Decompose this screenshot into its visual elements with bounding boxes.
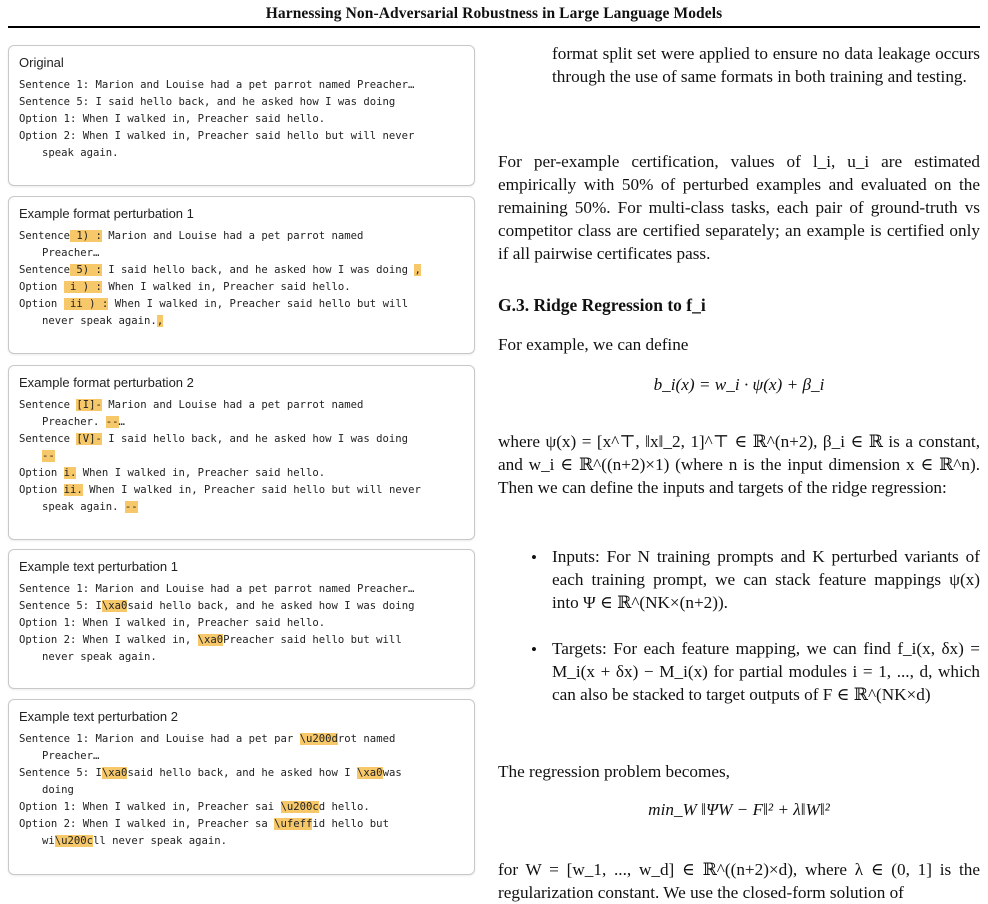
paragraph-continuation: format split set were applied to ensure no data leakage occurs through the use of same formats in both training and testing. (552, 44, 980, 86)
code-line: Option ii. When I walked in, Preacher said hello but will never (19, 484, 421, 496)
original-box (8, 45, 475, 186)
box-title: Example text perturbation 2 (19, 709, 178, 724)
code-line: Option ii ) : When I walked in, Preacher said hello but will (19, 298, 409, 310)
code-line: Option 2: When I walked in, \xa0Preacher said hello but will (19, 634, 402, 646)
code-line: Sentence 1: Marion and Louise had a pet parrot named Preacher… (19, 583, 415, 595)
code-line: Option 1: When I walked in, Preacher said hello. (19, 113, 326, 125)
code-line: never speak again. (42, 651, 157, 663)
code-line: Preacher… (42, 247, 100, 259)
box-lines (19, 77, 466, 162)
perturbation-highlight: \xa0 (101, 600, 128, 612)
perturbation-highlight: [I]- (76, 399, 102, 411)
code-line: Option 1: When I walked in, Preacher said hello. (19, 617, 326, 629)
code-line: Sentence [V]- I said hello back, and he asked how I was doing (19, 433, 409, 445)
bullet-dot: • (531, 548, 537, 567)
paper-title: Harnessing Non-Adversarial Robustness in Large Language Models (265, 5, 723, 22)
code-line: speak again. (42, 147, 119, 159)
perturbation-highlight: ii. (63, 484, 83, 496)
perturbation-highlight: \u200c (280, 801, 319, 813)
bullet-inputs: Inputs: For N training prompts and K perturbed variants of each training prompt, we can stack feature mappings ψ(x) into Ψ ∈ ℝ^(NK×(n+2)). (552, 547, 980, 612)
code-line: Sentence 1: Marion and Louise had a pet par \u200drot named (19, 733, 396, 745)
box-lines (19, 228, 466, 330)
code-line: Option 1: When I walked in, Preacher sai \u200cd hello. (19, 801, 370, 813)
code-line: Sentence 5: I\xa0said hello back, and he asked how I \xa0was (19, 767, 402, 779)
perturbation-highlight: \u200d (299, 733, 338, 745)
code-line (19, 448, 466, 465)
box-title: Example format perturbation 1 (19, 206, 194, 221)
text-perturbation-2-box (8, 699, 475, 875)
code-line: Sentence 5: I said hello back, and he asked how I was doing (19, 96, 396, 108)
paragraph-regression: The regression problem becomes, (498, 762, 730, 781)
perturbation-highlight: -- (42, 450, 55, 462)
perturbation-highlight: 5) : (70, 264, 102, 276)
perturbation-highlight: \u200c (54, 835, 94, 847)
perturbation-highlight: 1) : (70, 230, 102, 242)
perturbation-highlight: ii ) : (63, 298, 109, 310)
code-line: Sentence 5) : I said hello back, and he asked how I was doing , (19, 264, 421, 276)
box-lines (19, 731, 466, 850)
code-line: Option i ) : When I walked in, Preacher said hello. (19, 281, 351, 293)
code-line: Option 2: When I walked in, Preacher said hello but will never (19, 130, 415, 142)
format-perturbation-2-box (8, 365, 475, 540)
code-line: speak again. -- (42, 501, 138, 513)
box-title: Example text perturbation 1 (19, 559, 178, 574)
box-title: Original (19, 55, 64, 70)
code-line: Sentence 5: I\xa0said hello back, and he asked how I was doing (19, 600, 415, 612)
perturbation-highlight: \xa0 (357, 767, 383, 779)
code-line: Sentence 1) : Marion and Louise had a pet parrot named (19, 230, 364, 242)
perturbation-highlight: \xa0 (197, 634, 224, 646)
code-line: never speak again., (42, 315, 164, 327)
header-rule (8, 26, 980, 28)
code-line: Option 2: When I walked in, Preacher sa \ufeffid hello but (19, 818, 389, 830)
code-line: Sentence 1: Marion and Louise had a pet parrot named Preacher… (19, 79, 415, 91)
perturbation-highlight: , (414, 264, 421, 276)
perturbation-highlight: i ) : (63, 281, 102, 293)
format-perturbation-1-box (8, 196, 475, 354)
perturbation-highlight: [V]- (76, 433, 102, 445)
perturbation-highlight: \xa0 (101, 767, 128, 779)
code-line: Option i. When I walked in, Preacher said hello. (19, 467, 326, 479)
paragraph-psi-definition: where ψ(x) = [x^⊤, ‖x‖_2, 1]^⊤ ∈ ℝ^(n+2), β_i ∈ ℝ is a constant, and w_i ∈ ℝ^((n+2)×1) (where n is the input dimension x ∈ ℝ^n). Then we can define the inputs and targets of the ridge regression: (498, 432, 980, 497)
paragraph-intro: For example, we can define (498, 335, 689, 354)
code-line: Preacher… (42, 750, 100, 762)
perturbation-highlight: , (156, 315, 164, 327)
box-lines (19, 397, 466, 516)
text-perturbation-1-box (8, 549, 475, 689)
code-line: doing (42, 784, 74, 796)
equation-min: min_W ‖ΨW − F‖² + λ‖W‖² (648, 800, 830, 819)
perturbation-highlight: \ufeff (274, 818, 313, 830)
paragraph-regularization: for W = [w_1, ..., w_d] ∈ ℝ^((n+2)×d), where λ ∈ (0, 1] is the regularization constant. We use the closed-form solution of (498, 860, 980, 902)
perturbation-highlight: -- (105, 416, 119, 428)
box-lines (19, 581, 466, 666)
equation-b: b_i(x) = w_i · ψ(x) + β_i (653, 375, 825, 394)
box-title: Example format perturbation 2 (19, 375, 194, 390)
code-line: Preacher. --… (42, 416, 125, 428)
section-heading: G.3. Ridge Regression to f_i (498, 295, 706, 315)
code-line: wi\u200cll never speak again. (42, 835, 227, 847)
paragraph-certification: For per-example certification, values of l_i, u_i are estimated empirically with 50% of perturbed examples and evaluated on the remaining 50%. For multi-class tasks, each pair of ground-truth vs competitor class are certified separately; an example is certified only if all pairwise certificates pass. (498, 152, 980, 263)
perturbation-highlight: i. (63, 467, 77, 479)
running-header (0, 0, 988, 26)
bullet-targets: Targets: For each feature mapping, we can find f_i(x, δx) = M_i(x + δx) − M_i(x) for partial modules i = 1, ..., d, which can also be stacked to target outputs of F ∈ ℝ^(NK×d) (552, 639, 980, 704)
code-line: Sentence [I]- Marion and Louise had a pet parrot named (19, 399, 364, 411)
bullet-dot: • (531, 640, 537, 659)
perturbation-highlight: -- (124, 501, 138, 513)
